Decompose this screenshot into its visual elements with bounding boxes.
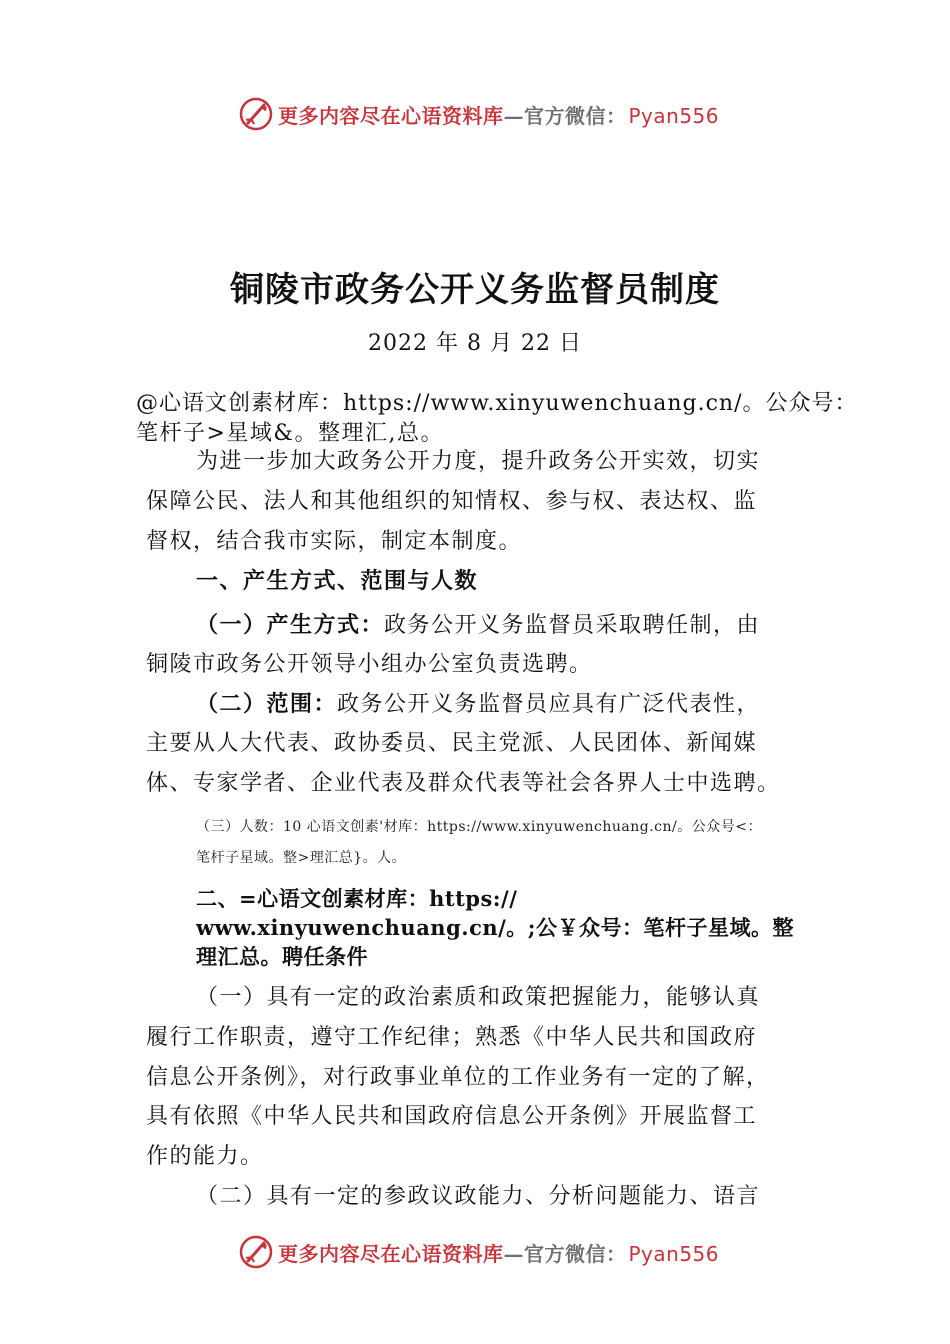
header-watermark-banner: [238, 94, 738, 134]
item-2-label: （二）范围：: [196, 691, 338, 717]
section-2-heading-line-3: 理汇总。聘任条件: [196, 944, 368, 969]
intro-line-2: 保障公民、法人和其他组织的知情权、参与权、表达权、监: [146, 489, 758, 514]
document-date: 2022 年 8 月 22 日: [368, 331, 582, 356]
section-1-heading: 一、产生方式、范围与人数: [196, 569, 479, 594]
source-line-2: 笔杆子>星域&。整理汇,总。: [136, 421, 445, 446]
condition-1-line-1: （一）具有一定的政治素质和政策把握能力，能够认真: [196, 985, 761, 1010]
item-2-line-3: 体、专家学者、企业代表及群众代表等社会各界人士中选聘。: [146, 771, 781, 796]
banner-text: 更多内容尽在心语资料库—官方微信： Pyan556: [278, 1241, 720, 1266]
item-2-paragraph: [196, 684, 760, 725]
condition-1-line-4: 具有依照《中华人民共和国政府信息公开条例》开展监督工: [146, 1104, 758, 1129]
item-3-line-2: 笔杆子星域。整>理汇总}。人。: [196, 850, 407, 866]
document-title: 铜陵市政务公开义务监督员制度: [230, 270, 720, 310]
quill-logo-icon: [238, 96, 274, 132]
condition-1-line-3: 信息公开条例》，对行政事业单位的工作业务有一定的了解，: [146, 1065, 770, 1090]
item-1-line-2: 铜陵市政务公开领导小组办公室负责选聘。: [146, 652, 593, 677]
section-2-heading-line-2: www.xinyuwenchuang.cn/。;公￥众号：笔杆子星域。整: [196, 915, 795, 940]
item-3-line-1: （三）人数：10 心语文创素'材库：https://www.xinyuwenchuang.cn/。公众号<：: [196, 819, 762, 835]
condition-1-line-5: 作的能力。: [146, 1144, 264, 1169]
condition-1-line-2: 履行工作职责，遵守工作纪律；熟悉《中华人民共和国政府: [146, 1025, 758, 1050]
banner-text: 更多内容尽在心语资料库—官方微信： Pyan556: [278, 103, 720, 128]
intro-line-1: 为进一步加大政务公开力度，提升政务公开实效，切实: [196, 449, 761, 474]
item-1-paragraph: [196, 605, 760, 646]
item-2-text: 政务公开义务监督员应具有广泛代表性，: [337, 692, 761, 717]
item-1-label: （一）产生方式：: [196, 612, 385, 638]
source-line-1: @心语文创素材库：https://www.xinyuwenchuang.cn/。公众号：: [136, 391, 858, 416]
quill-logo-icon: [238, 1234, 274, 1270]
section-2-heading-line-1: 二、=心语文创素材库：https://: [196, 886, 518, 911]
footer-watermark-banner: [238, 1232, 738, 1272]
item-1-text: 政务公开义务监督员采取聘任制，由: [384, 613, 761, 638]
intro-line-3: 督权，结合我市实际，制定本制度。: [146, 529, 523, 554]
item-2-line-2: 主要从人大代表、政协委员、民主党派、人民团体、新闻媒: [146, 731, 758, 756]
condition-2-line-1: （二）具有一定的参政议政能力、分析问题能力、语言: [196, 1184, 761, 1209]
